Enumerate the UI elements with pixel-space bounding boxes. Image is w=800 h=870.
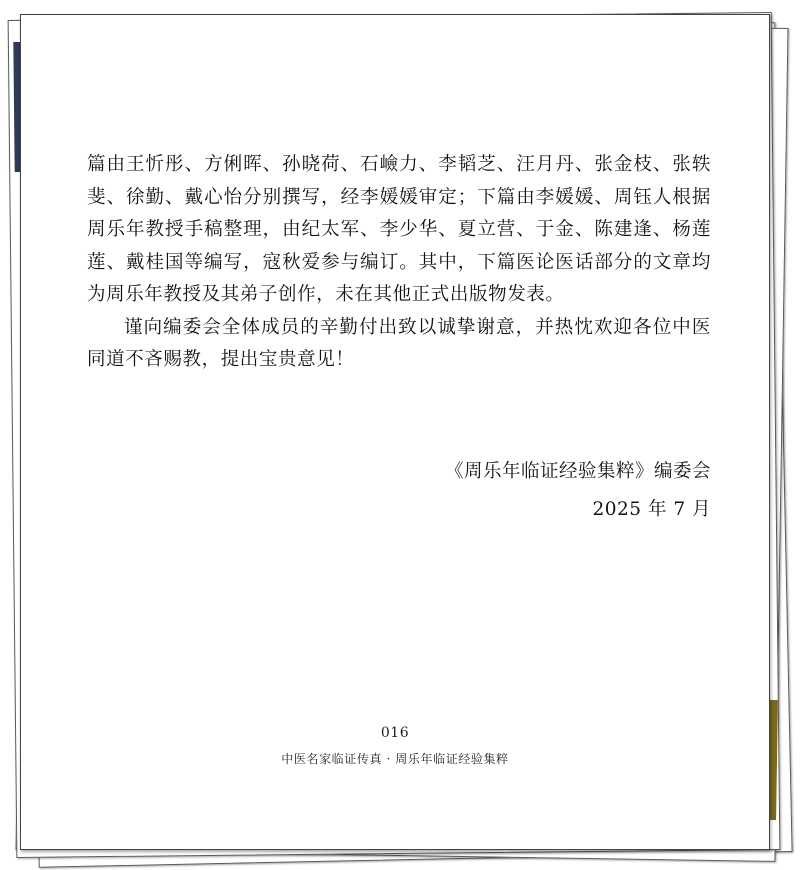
body-text <box>87 149 711 377</box>
signature-organization: 《周乐年临证经验集粹》编委会 <box>444 461 711 482</box>
paragraph-contributors: 篇由王忻彤、方俐晖、孙晓荷、石嶮力、李韬芝、汪月丹、张金枝、张轶斐、徐勤、戴心怡分别撰写，经李媛媛审定；下篇由李媛媛、周钰人根据周乐年教授手稿整理，由纪太军、李少华、夏立营、于金、陈建逢、杨莲莲、戴桂国等编写，寇秋爱参与编订。其中，下篇医论医话部分的文章均为周乐年教授及其弟子创作，未在其他正式出版物发表。 <box>87 154 711 305</box>
paragraph-acknowledgement: 谨向编委会全体成员的辛勤付出致以诚挚谢意，并热忱欢迎各位中医同道不吝赐教，提出宝贵意见！ <box>87 316 711 370</box>
document-page <box>20 14 770 850</box>
signature-date: 2025 年 7 月 <box>592 499 711 520</box>
page-number: 016 <box>380 725 410 741</box>
running-footer-title: 中医名家临证传真 · 周乐年临证经验集粹 <box>281 752 509 766</box>
